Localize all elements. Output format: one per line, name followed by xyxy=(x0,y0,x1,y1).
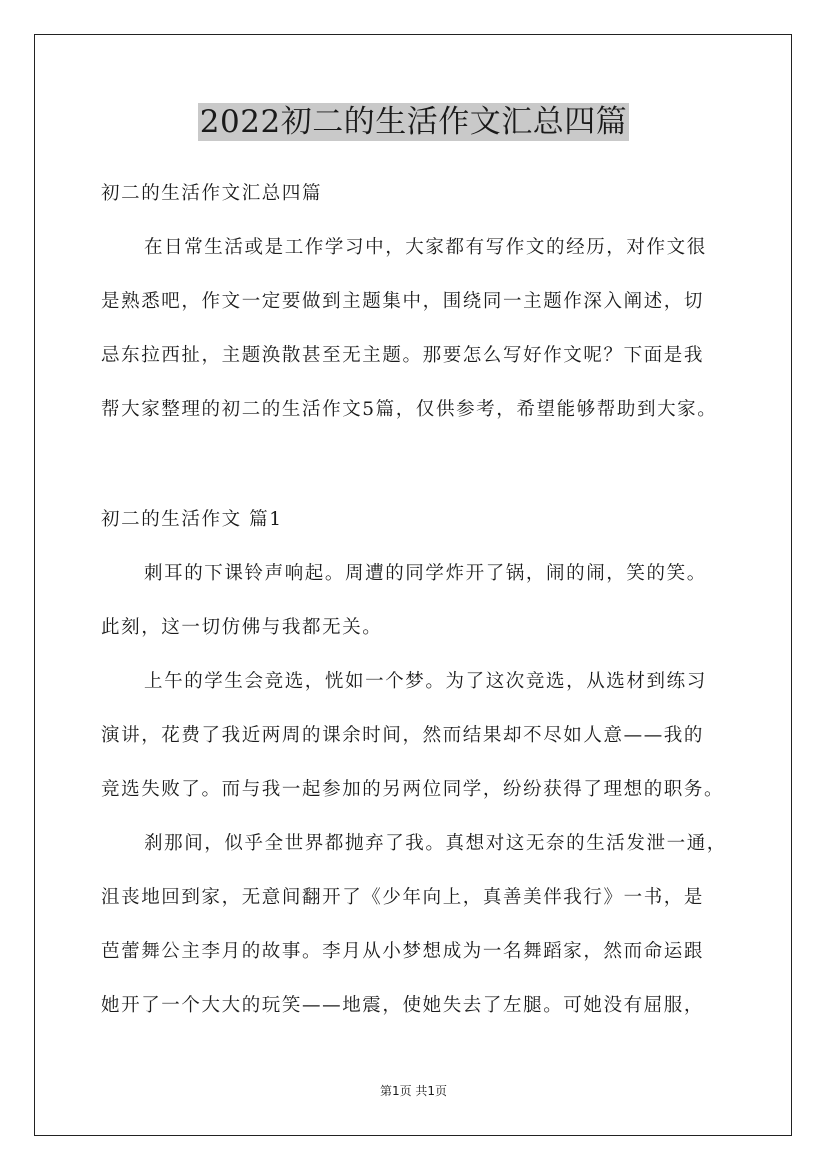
body-line: 刺耳的下课铃声响起。周遭的同学炸开了锅，闹的闹，笑的笑。 xyxy=(144,563,707,584)
intro-line: 是熟悉吧，作文一定要做到主题集中，围绕同一主题作深入阐述，切 xyxy=(101,291,705,312)
body-line: 芭蕾舞公主李月的故事。李月从小梦想成为一名舞蹈家，然而命运跟 xyxy=(101,941,705,962)
body-line: 上午的学生会竞选，恍如一个梦。为了这次竞选，从选材到练习 xyxy=(144,671,707,692)
document-title: 2022初二的生活作文汇总四篇 xyxy=(199,104,628,140)
body-line: 演讲，花费了我近两周的课余时间，然而结果却不尽如人意——我的 xyxy=(101,725,705,746)
body-line: 竞选失败了。而与我一起参加的另两位同学，纷纷获得了理想的职务。 xyxy=(101,779,725,800)
section-heading: 初二的生活作文 篇1 xyxy=(101,509,283,530)
title-container xyxy=(0,103,827,141)
page-footer: 第1页 共1页 xyxy=(379,1084,448,1098)
intro-line: 帮大家整理的初二的生活作文5篇，仅供参考，希望能够帮助到大家。 xyxy=(101,399,718,420)
subtitle: 初二的生活作文汇总四篇 xyxy=(101,183,323,204)
body-line: 刹那间，似乎全世界都抛弃了我。真想对这无奈的生活发泄一通， xyxy=(144,833,727,854)
body-line: 此刻，这一切仿佛与我都无关。 xyxy=(101,617,383,638)
body-line: 沮丧地回到家，无意间翻开了《少年向上，真善美伴我行》一书，是 xyxy=(101,887,705,908)
intro-line: 在日常生活或是工作学习中，大家都有写作文的经历，对作文很 xyxy=(144,237,707,258)
intro-line: 忌东拉西扯，主题涣散甚至无主题。那要怎么写好作文呢？下面是我 xyxy=(101,345,705,366)
body-line: 她开了一个大大的玩笑——地震，使她失去了左腿。可她没有屈服， xyxy=(101,995,705,1016)
